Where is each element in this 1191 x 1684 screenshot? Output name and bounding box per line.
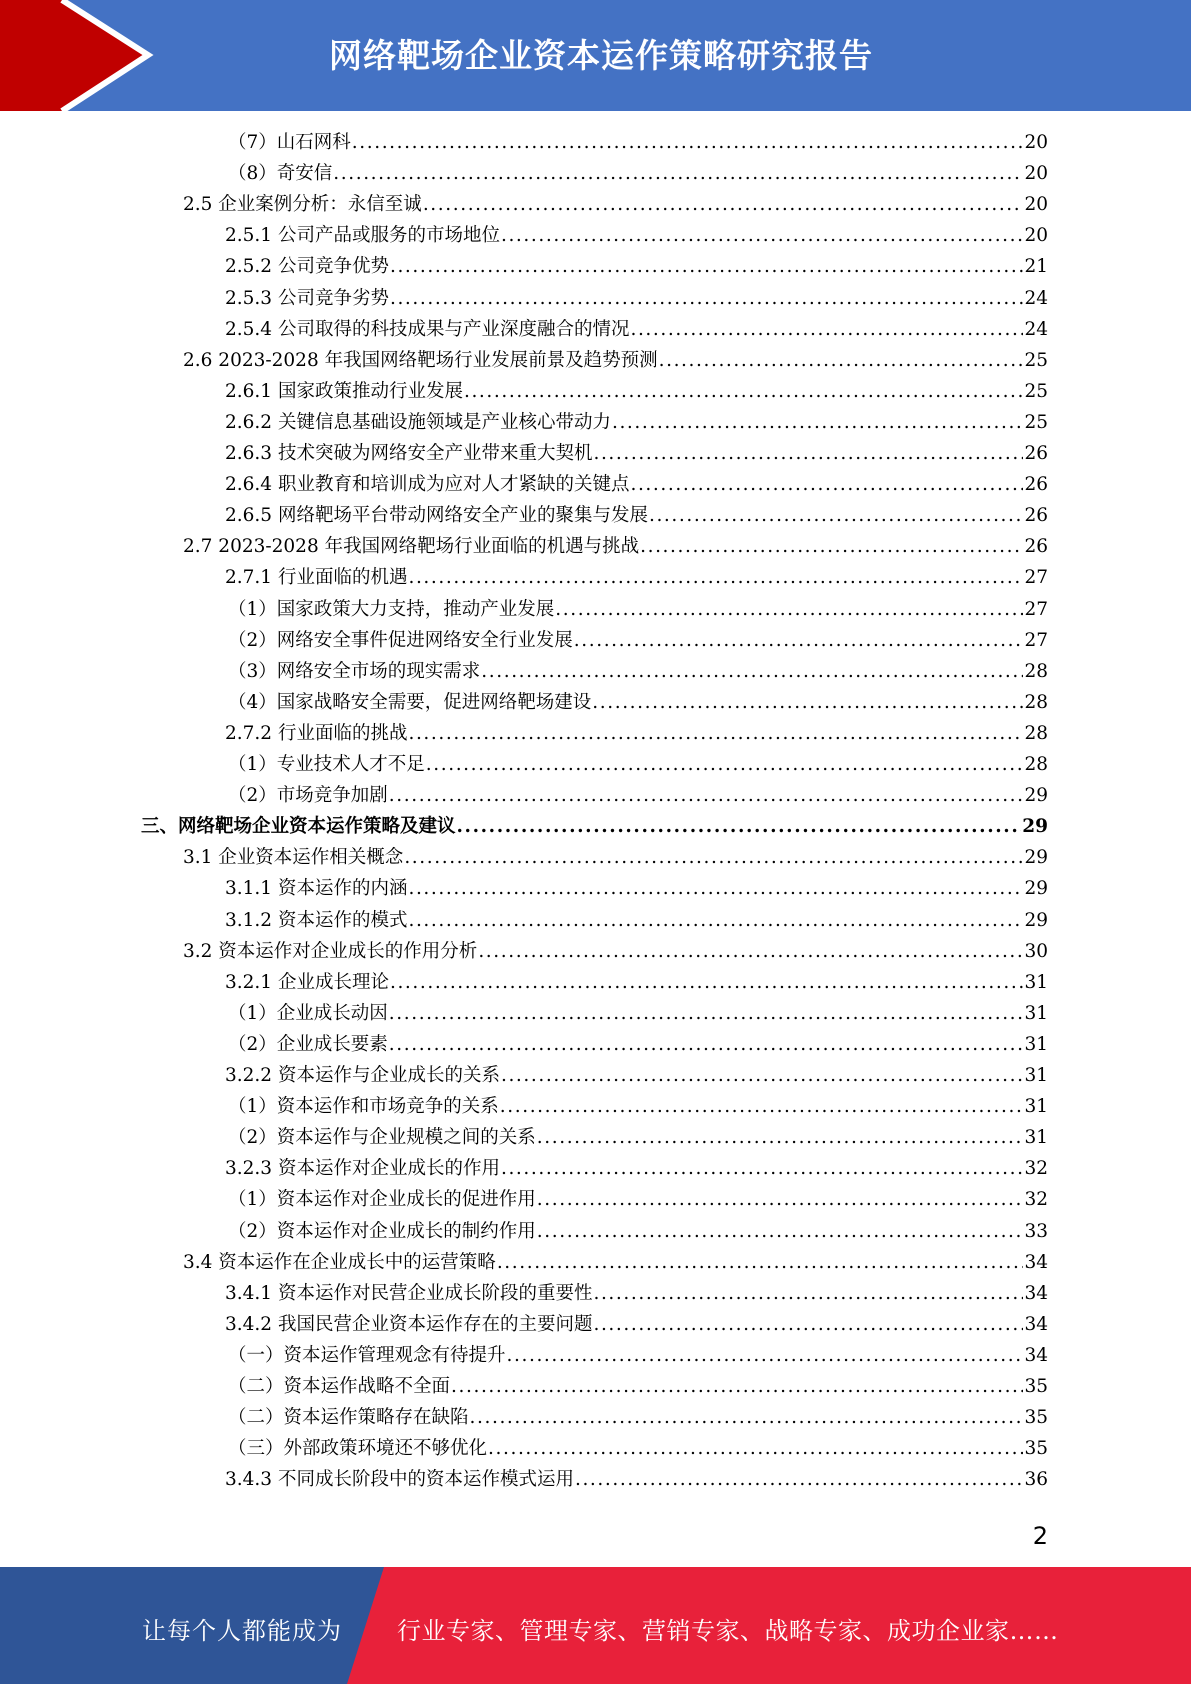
toc-dot-leader (497, 1247, 1024, 1278)
toc-entry-label: （1）资本运作和市场竞争的关系 (228, 1096, 499, 1118)
toc-entry-label: 3.1 企业资本运作相关概念 (183, 847, 404, 869)
toc-entry[interactable] (225, 220, 1048, 251)
toc-entry-page: 24 (1024, 318, 1048, 340)
toc-entry[interactable] (183, 531, 1048, 562)
toc-entry-page: 27 (1024, 629, 1048, 651)
toc-entry-label: 2.6.4 职业教育和培训成为应对人才紧缺的关键点 (225, 474, 630, 496)
toc-entry-label: 2.6.5 网络靶场平台带动网络安全产业的聚集与发展 (225, 505, 648, 527)
toc-entry[interactable] (183, 1247, 1048, 1278)
toc-dot-leader (333, 158, 1023, 189)
toc-entry-page: 29 (1022, 816, 1048, 838)
toc-entry[interactable] (225, 283, 1048, 314)
toc-entry[interactable] (228, 1216, 1048, 1247)
toc-dot-leader (389, 1029, 1024, 1060)
toc-entry-label: 3.2 资本运作对企业成长的作用分析 (183, 940, 478, 962)
toc-entry-page: 27 (1024, 567, 1048, 589)
footer-slogan-right: 行业专家、管理专家、营销专家、战略专家、成功企业家…… (397, 1617, 1059, 1645)
toc-entry[interactable] (225, 718, 1048, 749)
toc-dot-leader (593, 1278, 1023, 1309)
toc-entry-page: 25 (1024, 411, 1048, 433)
toc-dot-leader (390, 967, 1023, 998)
toc-entry[interactable] (225, 314, 1048, 345)
toc-entry[interactable] (228, 158, 1048, 189)
toc-entry-label: 2.7 2023-2028 年我国网络靶场行业面临的机遇与挑战 (183, 536, 640, 558)
toc-entry-page: 31 (1024, 1127, 1048, 1149)
toc-entry[interactable] (228, 1433, 1048, 1464)
toc-entry[interactable] (225, 1464, 1048, 1495)
toc-dot-leader (640, 531, 1023, 562)
toc-entry-label: 3.4.2 我国民营企业资本运作存在的主要问题 (225, 1313, 593, 1335)
toc-entry-label: 2.7.1 行业面临的机遇 (225, 567, 408, 589)
toc-entry-page: 29 (1024, 909, 1048, 931)
toc-entry[interactable] (228, 1122, 1048, 1153)
toc-entry-label: （2）资本运作与企业规模之间的关系 (228, 1127, 536, 1149)
toc-entry[interactable] (183, 842, 1048, 873)
toc-entry-label: （三）外部政策环境还不够优化 (228, 1438, 488, 1460)
toc-entry[interactable] (141, 811, 1048, 842)
toc-dot-leader (555, 594, 1023, 625)
toc-entry-label: （4）国家战略安全需要，促进网络靶场建设 (228, 691, 592, 713)
toc-entry-page: 28 (1024, 722, 1048, 744)
toc-entry-page: 27 (1024, 598, 1048, 620)
toc-entry[interactable] (225, 376, 1048, 407)
toc-dot-leader (593, 1309, 1023, 1340)
toc-dot-leader (451, 1371, 1023, 1402)
report-title: 网络靶场企业资本运作策略研究报告 (329, 36, 873, 75)
toc-dot-leader (426, 749, 1024, 780)
toc-entry[interactable] (225, 500, 1048, 531)
toc-dot-leader (404, 842, 1023, 873)
toc-entry-page: 29 (1024, 878, 1048, 900)
page-footer (0, 1567, 1191, 1684)
toc-dot-leader (575, 1464, 1023, 1495)
toc-entry-page: 29 (1024, 847, 1048, 869)
toc-dot-leader (612, 407, 1023, 438)
toc-entry[interactable] (228, 1029, 1048, 1060)
toc-dot-leader (389, 998, 1024, 1029)
toc-entry-page: 26 (1024, 505, 1048, 527)
toc-dot-leader (389, 780, 1024, 811)
toc-entry-page: 35 (1024, 1376, 1048, 1397)
toc-entry-page: 26 (1024, 536, 1048, 558)
toc-dot-leader (408, 718, 1023, 749)
toc-dot-leader (408, 562, 1023, 593)
toc-entry-page: 34 (1024, 1313, 1048, 1335)
toc-entry-label: （7）山石网科 (228, 132, 351, 153)
toc-entry[interactable] (228, 1402, 1048, 1433)
page-header (0, 0, 1191, 111)
page-number: 2 (1032, 1522, 1048, 1550)
toc-entry[interactable] (228, 998, 1048, 1029)
toc-entry-page: 28 (1024, 754, 1048, 775)
toc-entry-page: 25 (1024, 380, 1048, 402)
toc-entry-label: （一）资本运作管理观念有待提升 (228, 1344, 506, 1366)
toc-entry[interactable] (228, 625, 1048, 656)
toc-dot-leader (537, 1122, 1024, 1153)
toc-entry[interactable] (228, 1371, 1048, 1402)
toc-entry[interactable] (225, 905, 1048, 936)
toc-dot-leader (501, 220, 1023, 251)
toc-entry-label: 2.7.2 行业面临的挑战 (225, 722, 408, 744)
toc-dot-leader (659, 345, 1024, 376)
toc-dot-leader (481, 656, 1023, 687)
toc-entry[interactable] (183, 189, 1048, 220)
toc-dot-leader (423, 189, 1024, 220)
toc-entry-label: 3.2.3 资本运作对企业成长的作用 (225, 1158, 500, 1180)
toc-entry-page: 28 (1024, 691, 1048, 713)
toc-dot-leader (501, 1060, 1023, 1091)
toc-entry[interactable] (225, 1278, 1048, 1309)
toc-entry-label: 2.5.4 公司取得的科技成果与产业深度融合的情况 (225, 318, 630, 340)
toc-dot-leader (408, 905, 1023, 936)
toc-dot-leader (457, 811, 1022, 842)
toc-entry-label: 3.1.1 资本运作的内涵 (225, 878, 408, 900)
toc-entry[interactable] (225, 407, 1048, 438)
toc-entry-page: 36 (1024, 1469, 1048, 1491)
toc-entry[interactable] (183, 936, 1048, 967)
toc-entry-page: 25 (1024, 349, 1048, 371)
toc-dot-leader (501, 1153, 1023, 1184)
toc-entry[interactable] (228, 749, 1048, 780)
toc-entry-label: （2）资本运作对企业成长的制约作用 (228, 1220, 536, 1242)
toc-entry[interactable] (225, 469, 1048, 500)
toc-entry-label: 3.2.2 资本运作与企业成长的关系 (225, 1065, 500, 1086)
toc-entry[interactable] (225, 967, 1048, 998)
toc-entry-page: 34 (1024, 1282, 1048, 1304)
toc-dot-leader (408, 873, 1023, 904)
toc-entry[interactable] (225, 1309, 1048, 1340)
toc-entry-label: 2.5.2 公司竞争优势 (225, 256, 389, 278)
toc-entry[interactable] (225, 1060, 1048, 1091)
toc-entry-label: （3）网络安全市场的现实需求 (228, 660, 481, 682)
toc-entry[interactable] (228, 1091, 1048, 1122)
toc-entry-page: 20 (1024, 225, 1048, 247)
toc-dot-leader (574, 625, 1024, 656)
toc-entry-label: （8）奇安信 (228, 163, 333, 185)
toc-dot-leader (593, 438, 1023, 469)
toc-entry-label: 2.6.1 国家政策推动行业发展 (225, 380, 463, 402)
toc-entry-label: （1）资本运作对企业成长的促进作用 (228, 1189, 536, 1211)
toc-entry-page: 32 (1024, 1158, 1048, 1180)
toc-entry[interactable] (225, 251, 1048, 282)
toc-dot-leader (352, 127, 1024, 158)
toc-dot-leader (500, 1091, 1024, 1122)
toc-dot-leader (470, 1402, 1024, 1433)
toc-entry-label: 2.5.1 公司产品或服务的市场地位 (225, 225, 500, 247)
toc-entry-page: 34 (1024, 1344, 1048, 1366)
toc-entry-label: （2）企业成长要素 (228, 1033, 388, 1055)
toc-entry[interactable] (225, 1153, 1048, 1184)
toc-entry-page: 26 (1024, 474, 1048, 496)
toc-entry-label: （二）资本运作策略存在缺陷 (228, 1407, 469, 1429)
toc-entry-label: 2.6.2 关键信息基础设施领域是产业核心带动力 (225, 411, 611, 433)
toc-entry-page: 26 (1024, 443, 1048, 464)
toc-entry-page: 31 (1024, 1096, 1048, 1118)
toc-dot-leader (478, 936, 1023, 967)
toc-entry-page: 21 (1024, 256, 1048, 278)
toc-entry-page: 31 (1024, 1033, 1048, 1055)
toc-entry-label: 2.5 企业案例分析：永信至诚 (183, 194, 422, 216)
toc-entry-label: （2）网络安全事件促进网络安全行业发展 (228, 629, 573, 651)
toc-entry-label: 2.6 2023-2028 年我国网络靶场行业发展前景及趋势预测 (183, 349, 658, 371)
toc-entry-label: （1）国家政策大力支持，推动产业发展 (228, 598, 555, 620)
toc-dot-leader (390, 283, 1023, 314)
toc-entry-page: 20 (1024, 194, 1048, 216)
toc-entry[interactable] (225, 438, 1048, 469)
toc-entry-label: 3.1.2 资本运作的模式 (225, 909, 408, 931)
toc-entry-page: 32 (1024, 1189, 1048, 1211)
toc-dot-leader (390, 251, 1023, 282)
toc-entry-page: 31 (1024, 1002, 1048, 1024)
toc-entry-page: 20 (1024, 132, 1048, 153)
toc-entry-label: 3.4.1 资本运作对民营企业成长阶段的重要性 (225, 1282, 593, 1304)
toc-entry-page: 34 (1024, 1251, 1048, 1273)
toc-entry-page: 30 (1024, 940, 1048, 962)
toc-entry-label: （1）专业技术人才不足 (228, 754, 425, 775)
toc-dot-leader (464, 376, 1023, 407)
toc-entry[interactable] (228, 780, 1048, 811)
toc-dot-leader (630, 469, 1023, 500)
footer-slogan-left: 让每个人都能成为 (142, 1617, 342, 1645)
toc-entry[interactable] (228, 656, 1048, 687)
toc-entry-page: 28 (1024, 660, 1048, 682)
toc-dot-leader (537, 1216, 1024, 1247)
toc-entry[interactable] (228, 1340, 1048, 1371)
toc-dot-leader (507, 1340, 1024, 1371)
toc-dot-leader (649, 500, 1023, 531)
toc-entry-page: 31 (1024, 1065, 1048, 1086)
toc-dot-leader (537, 1184, 1024, 1215)
toc-entry[interactable] (228, 594, 1048, 625)
toc-entry-label: 3.2.1 企业成长理论 (225, 971, 389, 993)
toc-entry-page: 29 (1024, 785, 1048, 807)
toc-entry-label: 三、网络靶场企业资本运作策略及建议 (141, 816, 456, 838)
toc-dot-leader (630, 314, 1023, 345)
toc-entry-page: 35 (1024, 1438, 1048, 1460)
toc-entry-label: 2.5.3 公司竞争劣势 (225, 287, 389, 309)
toc-entry-label: （二）资本运作战略不全面 (228, 1376, 451, 1397)
toc-entry[interactable] (225, 562, 1048, 593)
toc-dot-leader (592, 687, 1023, 718)
toc-entry-page: 33 (1024, 1220, 1048, 1242)
toc-entry-page: 35 (1024, 1407, 1048, 1429)
toc-entry-label: （2）市场竞争加剧 (228, 785, 388, 807)
toc-entry[interactable] (228, 687, 1048, 718)
toc-entry-label: 3.4.3 不同成长阶段中的资本运作模式运用 (225, 1469, 574, 1491)
toc-entry-page: 20 (1024, 163, 1048, 185)
toc-entry-label: 2.6.3 技术突破为网络安全产业带来重大契机 (225, 443, 593, 464)
toc-entry[interactable] (225, 873, 1048, 904)
toc-entry[interactable] (228, 1184, 1048, 1215)
toc-entry-label: （1）企业成长动因 (228, 1002, 388, 1024)
toc-entry-label: 3.4 资本运作在企业成长中的运营策略 (183, 1251, 496, 1273)
toc-dot-leader (488, 1433, 1023, 1464)
toc-entry[interactable] (183, 345, 1048, 376)
toc-entry-page: 24 (1024, 287, 1048, 309)
toc-entry-page: 31 (1024, 971, 1048, 993)
toc-entry[interactable] (228, 127, 1048, 158)
